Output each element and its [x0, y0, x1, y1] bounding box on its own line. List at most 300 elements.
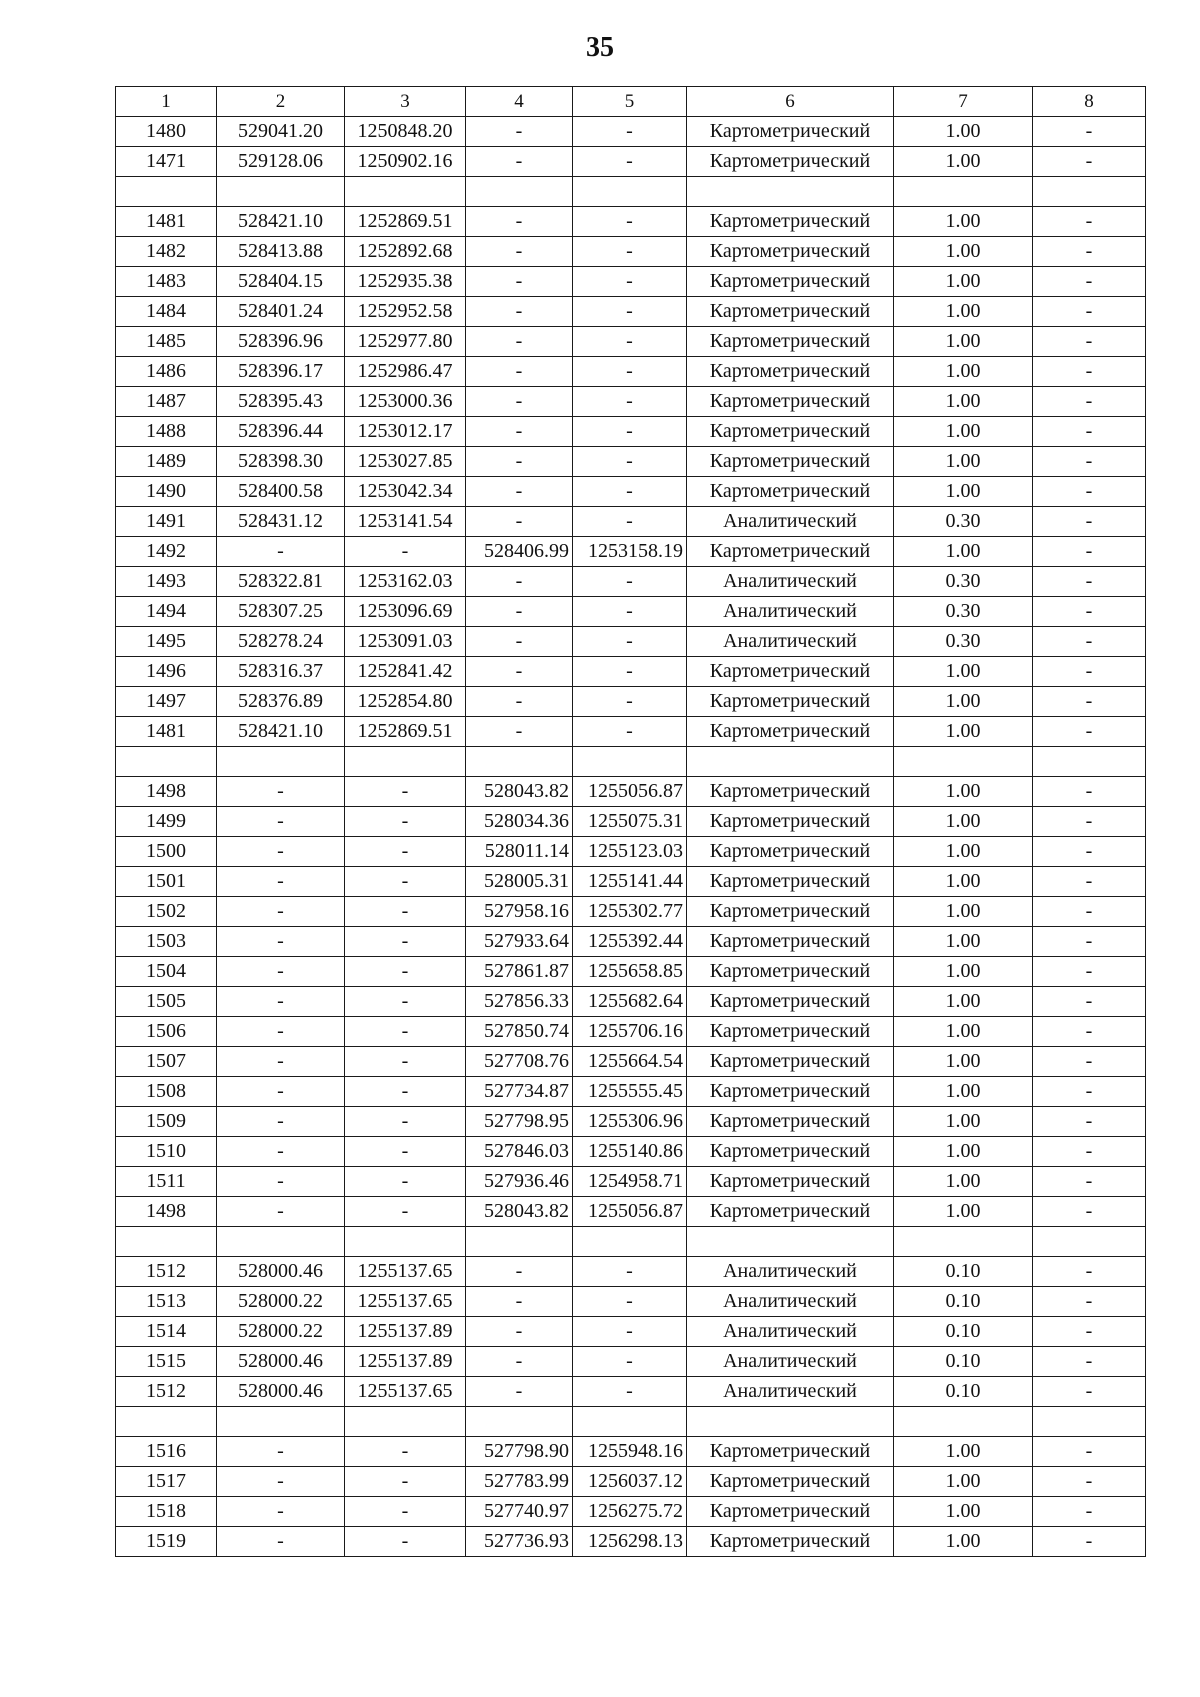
table-cell: 1255140.86 [573, 1137, 687, 1167]
table-cell: - [1033, 1347, 1146, 1377]
column-header: 7 [894, 87, 1033, 117]
table-cell: - [1033, 687, 1146, 717]
table-cell: Аналитический [687, 1287, 894, 1317]
table-cell: - [345, 957, 466, 987]
table-row [116, 1077, 1146, 1107]
table-cell [687, 1407, 894, 1437]
table-cell: 1255123.03 [573, 837, 687, 867]
table-cell: 1252952.58 [345, 297, 466, 327]
table-cell: 1502 [116, 897, 217, 927]
table-cell: 1.00 [894, 357, 1033, 387]
table-cell: - [573, 387, 687, 417]
table-row [116, 237, 1146, 267]
table-cell: - [217, 1197, 345, 1227]
table-cell: 528398.30 [217, 447, 345, 477]
table-cell: 1.00 [894, 207, 1033, 237]
table-cell: 1496 [116, 657, 217, 687]
table-cell: 0.30 [894, 597, 1033, 627]
table-cell: - [217, 807, 345, 837]
table-cell [573, 1227, 687, 1257]
table-cell: 1505 [116, 987, 217, 1017]
table-cell: - [217, 1107, 345, 1137]
table-cell: 1255706.16 [573, 1017, 687, 1047]
table-cell: - [466, 657, 573, 687]
table-cell: - [217, 957, 345, 987]
table-cell: - [466, 147, 573, 177]
table-cell: 527736.93 [466, 1527, 573, 1557]
table-cell: 527798.95 [466, 1107, 573, 1137]
table-cell: 1255664.54 [573, 1047, 687, 1077]
table-cell: - [1033, 897, 1146, 927]
table-cell: 1515 [116, 1347, 217, 1377]
table-cell: 1.00 [894, 657, 1033, 687]
table-cell: Картометрический [687, 987, 894, 1017]
table-cell: 1.00 [894, 987, 1033, 1017]
table-cell: 528000.46 [217, 1347, 345, 1377]
table-cell: - [1033, 837, 1146, 867]
table-row-separator [116, 1407, 1146, 1437]
table-cell: - [573, 207, 687, 237]
table-cell: Картометрический [687, 1107, 894, 1137]
table-cell [1033, 177, 1146, 207]
table-cell [687, 747, 894, 777]
table-cell: 0.30 [894, 567, 1033, 597]
table-row [116, 1317, 1146, 1347]
table-cell: 527708.76 [466, 1047, 573, 1077]
header-row [116, 87, 1146, 117]
table-row [116, 207, 1146, 237]
table-cell: Картометрический [687, 237, 894, 267]
table-cell: Аналитический [687, 1317, 894, 1347]
table-cell: - [345, 1467, 466, 1497]
column-header: 3 [345, 87, 466, 117]
table-cell: 1.00 [894, 147, 1033, 177]
table-cell: - [1033, 507, 1146, 537]
table-cell: - [466, 357, 573, 387]
table-cell: - [217, 777, 345, 807]
table-cell: - [573, 507, 687, 537]
table-cell: 528000.22 [217, 1287, 345, 1317]
table-cell: Аналитический [687, 1347, 894, 1377]
table-cell: - [345, 897, 466, 927]
table-cell: - [573, 567, 687, 597]
table-cell: - [1033, 1197, 1146, 1227]
table-cell: 1498 [116, 777, 217, 807]
table-cell: - [573, 117, 687, 147]
table-cell: 527861.87 [466, 957, 573, 987]
table-cell: 1484 [116, 297, 217, 327]
table-row [116, 1287, 1146, 1317]
table-cell: - [573, 1257, 687, 1287]
table-cell: Картометрический [687, 477, 894, 507]
table-cell: 1482 [116, 237, 217, 267]
table-row [116, 267, 1146, 297]
table-cell: 1253162.03 [345, 567, 466, 597]
table-cell: - [1033, 1497, 1146, 1527]
table-cell: - [466, 567, 573, 597]
table-cell: 528406.99 [466, 537, 573, 567]
table-cell: 528000.46 [217, 1257, 345, 1287]
table-cell: - [217, 1137, 345, 1167]
table-row [116, 807, 1146, 837]
table-cell: 527846.03 [466, 1137, 573, 1167]
table-cell: - [345, 1497, 466, 1527]
table-cell: 1491 [116, 507, 217, 537]
table-cell [1033, 1227, 1146, 1257]
table-cell: 1488 [116, 417, 217, 447]
table-cell: Картометрический [687, 1437, 894, 1467]
table-row [116, 1107, 1146, 1137]
table-cell: - [573, 1317, 687, 1347]
table-row [116, 657, 1146, 687]
table-cell: 1500 [116, 837, 217, 867]
table-row [116, 1017, 1146, 1047]
table-row-separator [116, 177, 1146, 207]
table-cell: - [1033, 327, 1146, 357]
table-cell: Аналитический [687, 567, 894, 597]
table-cell: 1255302.77 [573, 897, 687, 927]
table-row-separator [116, 1227, 1146, 1257]
table-cell: 1.00 [894, 807, 1033, 837]
table-cell: 528404.15 [217, 267, 345, 297]
table-cell [116, 747, 217, 777]
table-cell: - [1033, 147, 1146, 177]
table-cell [217, 1227, 345, 1257]
table-cell: Картометрический [687, 957, 894, 987]
table-cell: 1253042.34 [345, 477, 466, 507]
table-cell: - [573, 597, 687, 627]
table-cell [573, 177, 687, 207]
table-cell: 527734.87 [466, 1077, 573, 1107]
table-cell: - [345, 987, 466, 1017]
table-cell: Картометрический [687, 777, 894, 807]
table-cell: 1512 [116, 1257, 217, 1287]
table-cell [466, 747, 573, 777]
table-cell: 1253012.17 [345, 417, 466, 447]
table-cell: - [217, 897, 345, 927]
table-cell: 528413.88 [217, 237, 345, 267]
table-cell: Аналитический [687, 507, 894, 537]
table-cell: 1.00 [894, 1047, 1033, 1077]
table-cell: - [466, 1317, 573, 1347]
table-row [116, 387, 1146, 417]
table-cell: - [573, 717, 687, 747]
table-cell: - [466, 417, 573, 447]
table-cell: 1508 [116, 1077, 217, 1107]
table-row [116, 687, 1146, 717]
table-cell: 527936.46 [466, 1167, 573, 1197]
table-cell: 1.00 [894, 1107, 1033, 1137]
table-cell: - [466, 477, 573, 507]
table-cell [894, 177, 1033, 207]
table-cell: 1256298.13 [573, 1527, 687, 1557]
table-cell: - [466, 327, 573, 357]
table-cell: Картометрический [687, 267, 894, 297]
table-cell: - [1033, 807, 1146, 837]
table-row [116, 1047, 1146, 1077]
table-row [116, 117, 1146, 147]
table-cell [217, 1407, 345, 1437]
table-cell: Картометрический [687, 927, 894, 957]
table-cell: - [345, 837, 466, 867]
table-cell: Картометрический [687, 147, 894, 177]
table-cell: - [1033, 1167, 1146, 1197]
table-cell: Картометрический [687, 447, 894, 477]
table-header [116, 87, 1146, 117]
table-cell: - [466, 1287, 573, 1317]
table-cell [1033, 747, 1146, 777]
table-cell: - [573, 237, 687, 267]
table-row [116, 297, 1146, 327]
table-cell: - [345, 867, 466, 897]
table-cell: 1494 [116, 597, 217, 627]
table-cell: - [466, 267, 573, 297]
table-cell: 1.00 [894, 1437, 1033, 1467]
table-cell: 1255658.85 [573, 957, 687, 987]
table-row [116, 1167, 1146, 1197]
table-cell [894, 1227, 1033, 1257]
table-cell: - [217, 1437, 345, 1467]
table-cell: 529041.20 [217, 117, 345, 147]
table-cell: 1253141.54 [345, 507, 466, 537]
table-cell: 1255682.64 [573, 987, 687, 1017]
table-cell: - [1033, 297, 1146, 327]
table-cell: - [1033, 717, 1146, 747]
table-cell: Картометрический [687, 657, 894, 687]
table-cell: 1252869.51 [345, 207, 466, 237]
table-cell: Картометрический [687, 537, 894, 567]
table-row [116, 927, 1146, 957]
table-cell: 1.00 [894, 867, 1033, 897]
table-cell: - [573, 657, 687, 687]
table-cell [217, 177, 345, 207]
column-header: 6 [687, 87, 894, 117]
table-cell: 1253091.03 [345, 627, 466, 657]
table-cell: 528431.12 [217, 507, 345, 537]
table-cell: 1255137.65 [345, 1287, 466, 1317]
table-cell: 1518 [116, 1497, 217, 1527]
table-cell: 1490 [116, 477, 217, 507]
table-cell: - [1033, 657, 1146, 687]
table-cell: 528005.31 [466, 867, 573, 897]
table-cell: - [466, 1377, 573, 1407]
table-cell: 1.00 [894, 837, 1033, 867]
table-cell: - [1033, 867, 1146, 897]
table-cell: 1.00 [894, 957, 1033, 987]
table-cell: - [466, 207, 573, 237]
table-cell: 528396.17 [217, 357, 345, 387]
table-cell: - [345, 777, 466, 807]
table-cell: - [466, 1257, 573, 1287]
table-cell: Картометрический [687, 1197, 894, 1227]
table-cell: - [217, 1467, 345, 1497]
table-cell: 1255056.87 [573, 1197, 687, 1227]
table-cell: 1507 [116, 1047, 217, 1077]
table-row [116, 357, 1146, 387]
table-row [116, 1467, 1146, 1497]
table-cell: 1471 [116, 147, 217, 177]
table-cell: 1255141.44 [573, 867, 687, 897]
table-cell: 528043.82 [466, 777, 573, 807]
table-cell: Картометрический [687, 1467, 894, 1497]
table-row [116, 1437, 1146, 1467]
table-row [116, 1197, 1146, 1227]
table-cell: 1.00 [894, 1467, 1033, 1497]
table-row [116, 1497, 1146, 1527]
table-cell: Картометрический [687, 1497, 894, 1527]
coordinates-table [115, 86, 1146, 1557]
table-cell: 528011.14 [466, 837, 573, 867]
table-cell: Картометрический [687, 207, 894, 237]
table-cell: 1509 [116, 1107, 217, 1137]
table-cell: Картометрический [687, 297, 894, 327]
table-cell: 1255948.16 [573, 1437, 687, 1467]
table-cell: - [1033, 927, 1146, 957]
table-cell: - [466, 447, 573, 477]
table-cell: 1.00 [894, 897, 1033, 927]
table-row [116, 717, 1146, 747]
table-cell: - [345, 537, 466, 567]
table-row [116, 777, 1146, 807]
table-cell: - [1033, 477, 1146, 507]
table-cell: 1250902.16 [345, 147, 466, 177]
table-cell: 1.00 [894, 267, 1033, 297]
table-cell: 1519 [116, 1527, 217, 1557]
table-cell: 1.00 [894, 687, 1033, 717]
table-cell: 528400.58 [217, 477, 345, 507]
table-cell: 527740.97 [466, 1497, 573, 1527]
table-cell: - [345, 927, 466, 957]
table-row [116, 957, 1146, 987]
table-cell: 1492 [116, 537, 217, 567]
table-row [116, 837, 1146, 867]
table-cell: Картометрический [687, 1047, 894, 1077]
table-cell: - [217, 1527, 345, 1557]
table-row [116, 987, 1146, 1017]
table-cell: - [217, 1077, 345, 1107]
table-cell: - [466, 627, 573, 657]
table-cell: 1.00 [894, 1137, 1033, 1167]
table-cell: Картометрический [687, 1527, 894, 1557]
table-cell: 1256037.12 [573, 1467, 687, 1497]
table-cell: 1481 [116, 717, 217, 747]
table-cell: - [345, 1017, 466, 1047]
table-cell: Картометрический [687, 837, 894, 867]
table-cell: 1.00 [894, 417, 1033, 447]
table-cell: - [573, 1377, 687, 1407]
table-cell: - [466, 1347, 573, 1377]
table-cell: 1255075.31 [573, 807, 687, 837]
table-cell: - [573, 477, 687, 507]
table-cell: 1.00 [894, 447, 1033, 477]
table-cell: - [466, 117, 573, 147]
table-cell: 1506 [116, 1017, 217, 1047]
table-cell: - [1033, 1047, 1146, 1077]
table-cell: - [573, 1347, 687, 1377]
table-cell: 528376.89 [217, 687, 345, 717]
table-cell: 1253158.19 [573, 537, 687, 567]
table-cell: - [217, 927, 345, 957]
table-cell: 1489 [116, 447, 217, 477]
table-cell: 1252935.38 [345, 267, 466, 297]
table-cell: - [1033, 117, 1146, 147]
table-cell: 527850.74 [466, 1017, 573, 1047]
table-cell [466, 1227, 573, 1257]
table-cell: - [217, 1167, 345, 1197]
table-cell: 1.00 [894, 1167, 1033, 1197]
table-cell: - [1033, 1437, 1146, 1467]
column-header: 1 [116, 87, 217, 117]
table-cell: - [1033, 1107, 1146, 1137]
table-cell: 528000.46 [217, 1377, 345, 1407]
table-row [116, 1137, 1146, 1167]
table-cell: 1513 [116, 1287, 217, 1317]
table-row [116, 597, 1146, 627]
table-row [116, 327, 1146, 357]
table-body [116, 117, 1146, 1557]
table-cell: Аналитический [687, 627, 894, 657]
table-cell: Картометрический [687, 807, 894, 837]
table-cell: 1498 [116, 1197, 217, 1227]
table-row [116, 567, 1146, 597]
table-cell: 1493 [116, 567, 217, 597]
table-cell: 0.30 [894, 507, 1033, 537]
table-cell [687, 1227, 894, 1257]
table-cell: - [217, 1497, 345, 1527]
table-cell: - [466, 597, 573, 627]
table-row [116, 537, 1146, 567]
table-cell: - [1033, 447, 1146, 477]
table-cell: 1483 [116, 267, 217, 297]
table-cell [345, 747, 466, 777]
table-row [116, 1377, 1146, 1407]
table-cell: 528000.22 [217, 1317, 345, 1347]
table-cell: 1.00 [894, 1497, 1033, 1527]
table-cell: 0.10 [894, 1257, 1033, 1287]
table-cell: 1486 [116, 357, 217, 387]
table-cell: - [573, 327, 687, 357]
table-cell: - [217, 537, 345, 567]
table-cell [466, 177, 573, 207]
table-cell: - [573, 417, 687, 447]
table-cell [345, 1227, 466, 1257]
table-row [116, 1347, 1146, 1377]
table-cell: 528322.81 [217, 567, 345, 597]
table-cell: - [1033, 987, 1146, 1017]
table-cell [573, 747, 687, 777]
table-cell: - [1033, 1287, 1146, 1317]
table-cell: 1.00 [894, 1017, 1033, 1047]
table-row [116, 147, 1146, 177]
table-cell: 1253000.36 [345, 387, 466, 417]
table-cell: 1.00 [894, 717, 1033, 747]
table-cell: - [1033, 1377, 1146, 1407]
table-cell: - [345, 1047, 466, 1077]
table-cell: 1252869.51 [345, 717, 466, 747]
table-cell: - [1033, 1137, 1146, 1167]
table-cell: 528307.25 [217, 597, 345, 627]
table-cell: 1514 [116, 1317, 217, 1347]
table-row [116, 507, 1146, 537]
table-cell [687, 177, 894, 207]
table-cell: - [573, 267, 687, 297]
table-cell: 528043.82 [466, 1197, 573, 1227]
table-cell: Картометрический [687, 687, 894, 717]
table-cell: 1.00 [894, 327, 1033, 357]
table-cell [345, 177, 466, 207]
table-cell: 1255137.65 [345, 1377, 466, 1407]
table-cell: - [1033, 597, 1146, 627]
